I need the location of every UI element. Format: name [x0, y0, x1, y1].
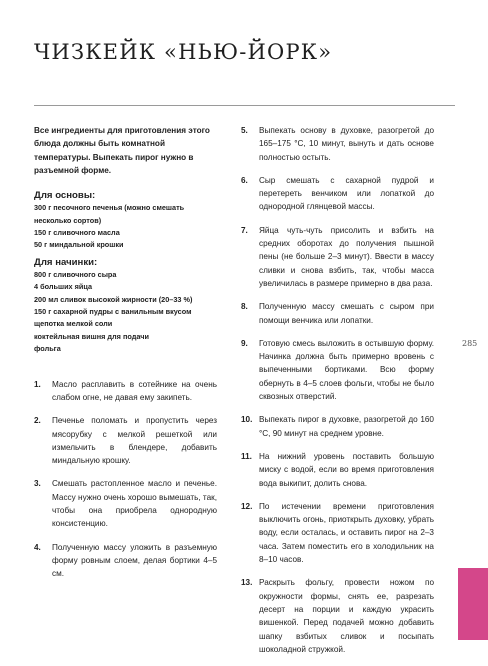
step-item: [34, 378, 217, 405]
ingredient-item: 300 г песочного печенья (можно смешать несколько сортов): [34, 203, 185, 225]
step-item: [241, 413, 434, 440]
step-number: 7.: [241, 225, 248, 235]
step-text: Готовую смесь выложить в остывшую форму. Начинка должна быть примерно вровень с выпеченными бортиками. Всю форму обернуть в 4–5 слоев фольги, чтобы не было сквозных отверстий.: [259, 338, 434, 402]
step-text: По истечении времени приготовления выключить огонь, приоткрыть духовку, убрать воду, если осталась, и оставить пирог на 2–3 часа. Затем поместить его в холодильник на 8–10 часов.: [259, 501, 434, 565]
base-heading: Для основы:: [34, 190, 96, 202]
steps-list-right: [241, 124, 434, 656]
step-item: [34, 541, 217, 581]
step-text: Выпекать основу в духовке, разогретой до 165–175 °С, 10 минут, вынуть и дать основе полностью остыть.: [259, 126, 434, 162]
step-number: 9.: [241, 338, 248, 348]
step-item: [241, 337, 434, 403]
left-column: [34, 124, 217, 591]
ingredient-item: 150 г сливочного масла: [34, 228, 120, 237]
step-number: 8.: [241, 302, 248, 312]
step-text: Полученную массу смешать с сыром при помощи венчика или лопатки.: [259, 302, 434, 325]
ingredient-item: коктейльная вишня для подачи: [34, 331, 149, 341]
step-number: 13.: [241, 578, 253, 588]
step-text: Яйца чуть-чуть присолить и взбить на средних оборотах до получения пышной пены (не больше 2–3 минут). Ввести в массу сливки и снова взбить, так, чтобы масса увеличилась в размере примерно в два раза.: [259, 225, 434, 288]
step-number: 6.: [241, 175, 248, 185]
title-divider: [34, 105, 455, 106]
page-number: 285: [462, 339, 478, 348]
step-item: [34, 477, 217, 530]
step-item: [241, 576, 434, 656]
step-number: 3.: [34, 479, 41, 489]
step-text: Масло расплавить в сотейнике на очень слабом огне, не давая ему закипеть.: [52, 379, 217, 402]
step-item: [241, 174, 434, 214]
step-text: Полученную массу уложить в разъемную форму ровным слоем, делая бортики 4–5 см.: [52, 542, 217, 579]
ingredient-item: 150 г сахарной пудры с ванильным вкусом: [34, 307, 192, 317]
base-ingredients: [34, 202, 217, 252]
step-text: Раскрыть фольгу, провести ножом по окружности формы, снять ее, разрезать десерт на порции и каждую украсить вишенкой. Перед подачей можно добавить шапку взбитых сливок и посыпать шоколадной стружкой.: [259, 578, 434, 654]
ingredient-item: 800 г сливочного сыра: [34, 269, 117, 279]
step-item: [241, 124, 434, 164]
ingredient-item: фольга: [34, 344, 61, 354]
step-number: 5.: [241, 126, 248, 135]
recipe-title: ЧИЗКЕЙК «НЬЮ-ЙОРК»: [34, 40, 333, 64]
step-text: Печенье поломать и пропустить через мясорубку с мелкой решеткой или измельчить в блендере, добавить миндальную крошку.: [52, 416, 217, 466]
step-item: [241, 500, 434, 566]
step-item: [241, 224, 434, 290]
step-number: 10.: [241, 415, 253, 425]
ingredient-item: 50 г миндальной крошки: [34, 240, 124, 250]
step-text: Сыр смешать с сахарной пудрой и перетереть венчиком или лопаткой до однородной глянцевой массы.: [259, 175, 434, 212]
steps-list-left: [34, 378, 217, 581]
ingredient-item: 4 больших яйца: [34, 282, 93, 292]
filling-ingredients: [34, 269, 217, 356]
step-text: На нижний уровень поставить большую миску с водой, если во время приготовления вода выкипит, долить снова.: [259, 451, 434, 488]
filling-heading: Для начинки:: [34, 256, 98, 268]
step-item: [241, 300, 434, 327]
step-item: [34, 414, 217, 467]
step-text: Выпекать пирог в духовке, разогретой до 160 °С, 90 минут на среднем уровне.: [259, 415, 434, 438]
right-column: [241, 124, 434, 666]
step-text: Смешать растопленное масло и печенье. Массу нужно очень хорошо вымешать, так, чтобы она приобрела однородную консистенцию.: [52, 479, 217, 529]
step-number: 1.: [34, 379, 41, 389]
step-number: 2.: [34, 416, 41, 426]
step-number: 12.: [241, 501, 253, 511]
ingredient-item: 200 мл сливок высокой жирности (20–33 %): [34, 294, 193, 304]
step-number: 11.: [241, 451, 252, 461]
intro-note: Все ингредиенты для приготовления этого блюда должны быть комнатной температуры. Выпекать пирог нужно в разъемной форме.: [34, 126, 210, 175]
step-number: 4.: [34, 542, 41, 552]
ingredient-item: щепотка мелкой соли: [34, 319, 113, 329]
step-item: [241, 450, 434, 490]
section-color-tab: [458, 568, 488, 640]
